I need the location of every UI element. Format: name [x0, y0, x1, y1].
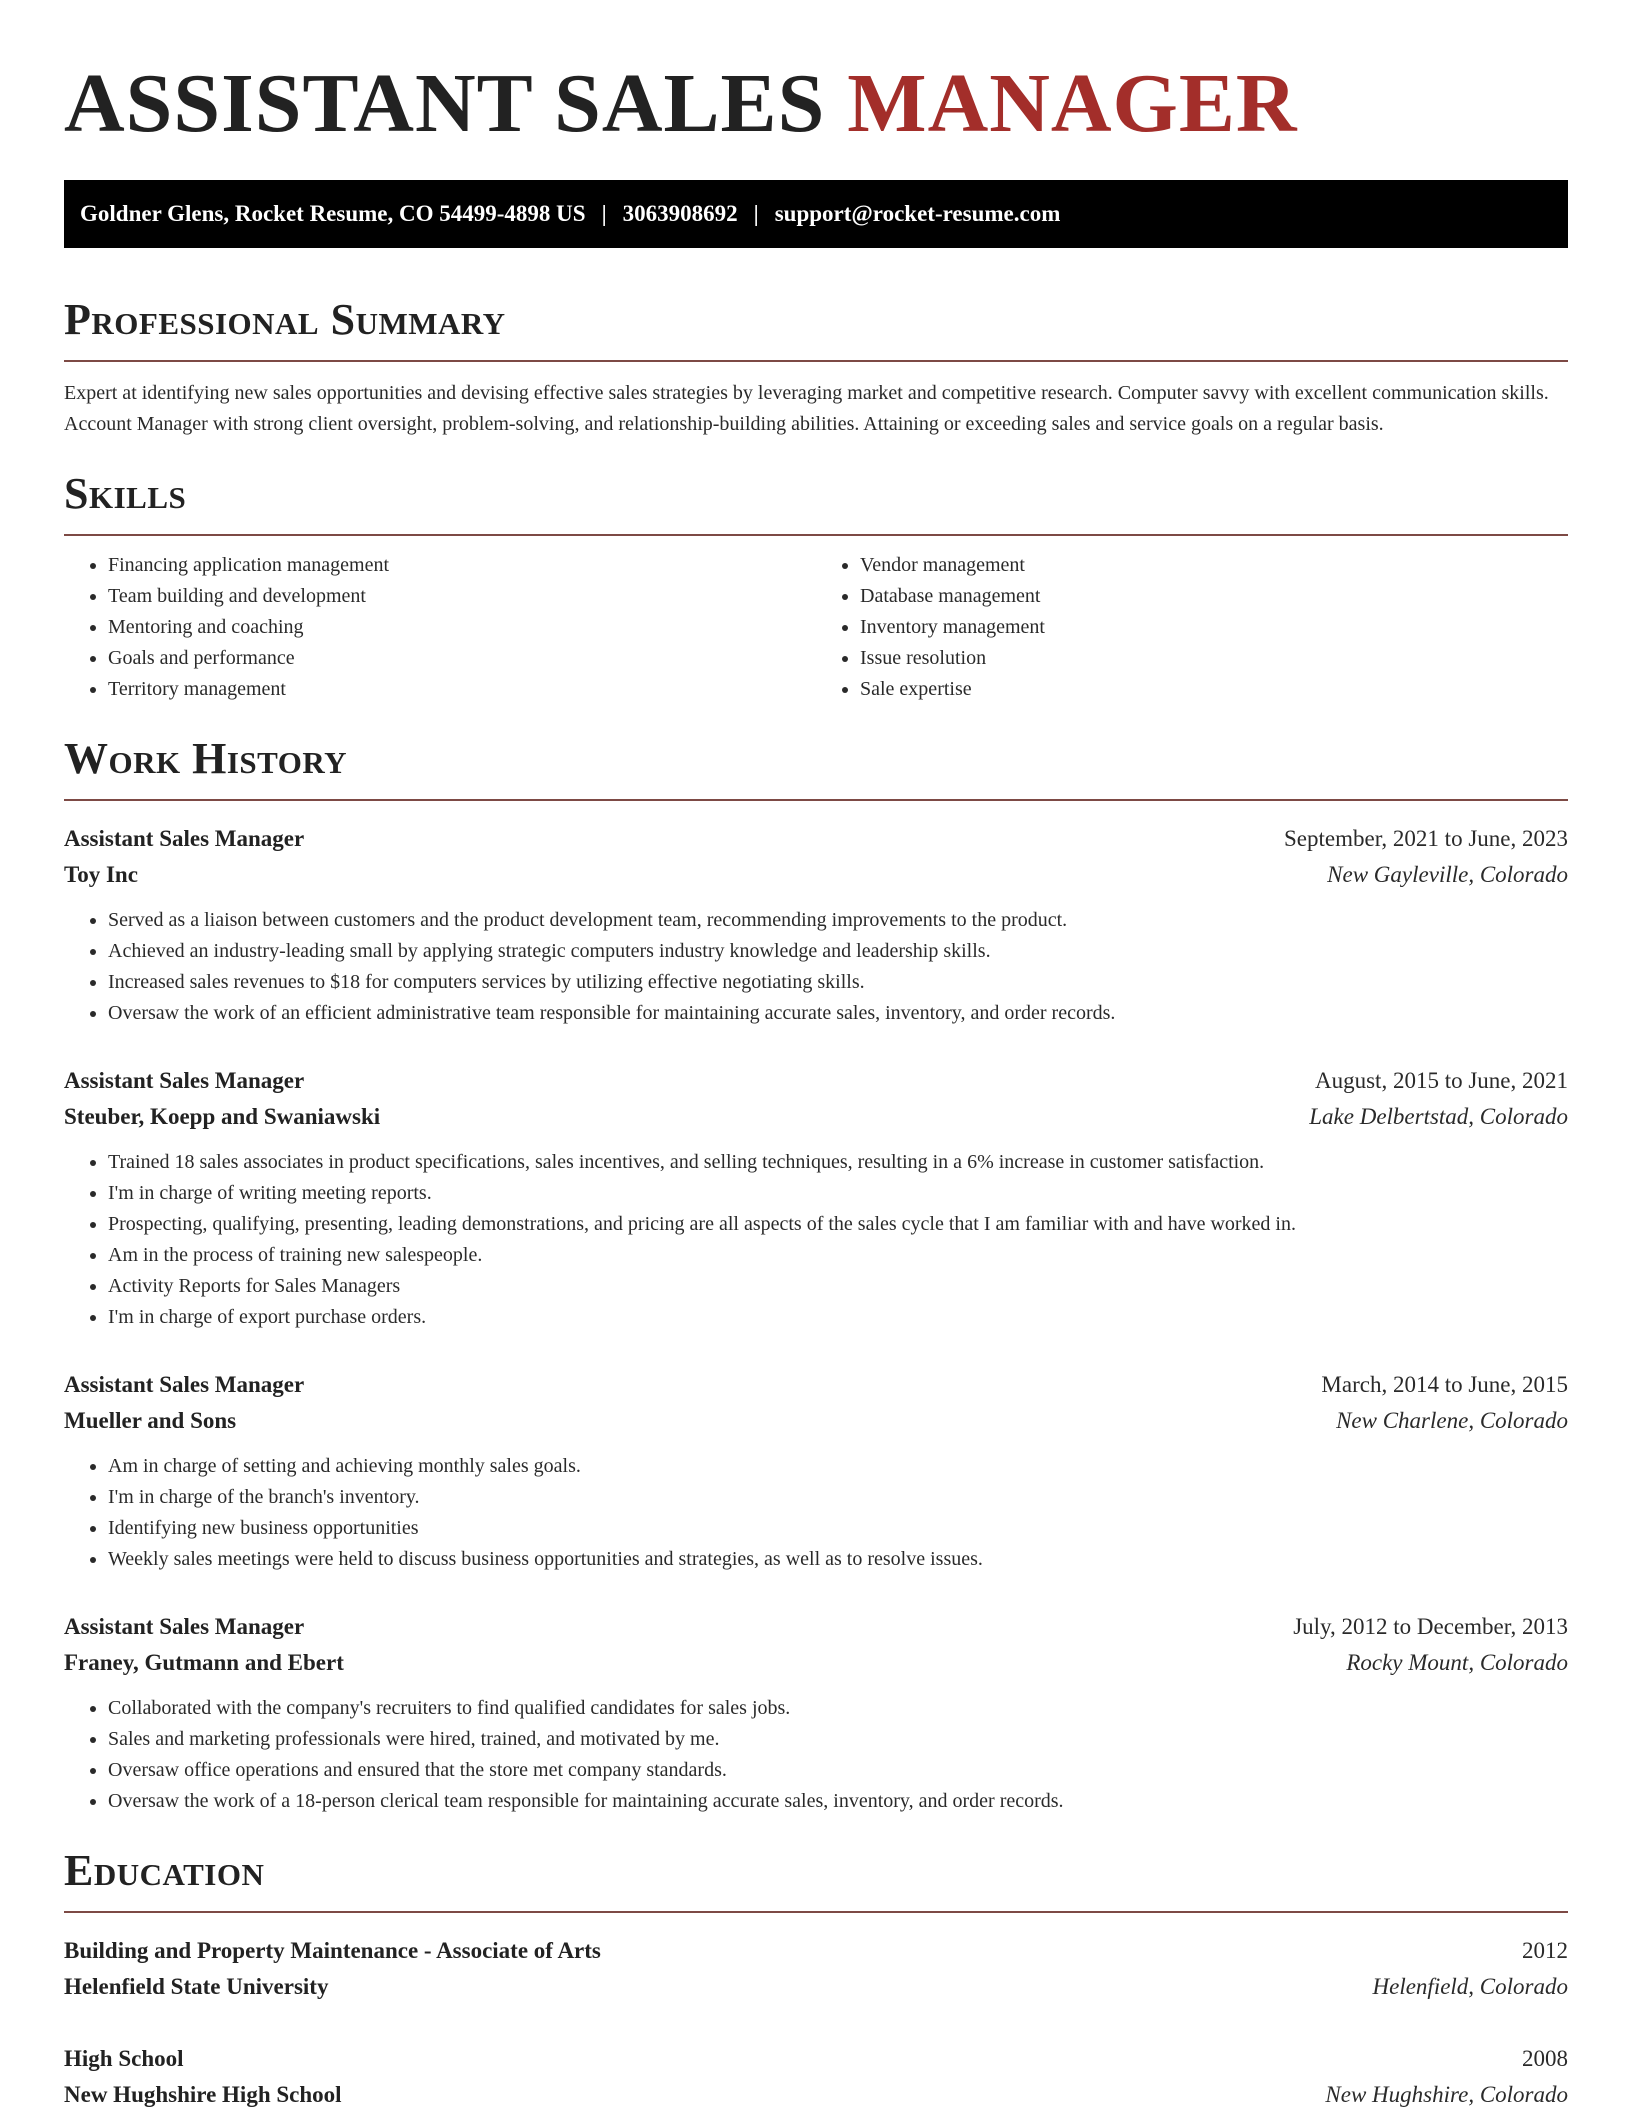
contact-separator: | — [753, 201, 759, 226]
job-entry — [64, 1367, 1568, 1575]
job-location: New Charlene, Colorado — [1336, 1408, 1568, 1433]
skills-list-left — [64, 550, 816, 705]
job-company: Mueller and Sons — [64, 1408, 237, 1433]
job-bullets — [64, 1147, 1568, 1333]
section-divider — [64, 799, 1568, 801]
skill-item: • Sale expertise — [860, 674, 1568, 705]
job-dates: September, 2021 to June, 2023 — [1284, 826, 1568, 851]
job-bullet: • Sales and marketing professionals were hired, trained, and motivated by me. — [108, 1724, 1568, 1755]
skill-item: • Territory management — [108, 674, 816, 705]
education-header-row — [64, 1933, 1568, 1969]
job-bullet: • I'm in charge of export purchase orders. — [108, 1302, 1568, 1333]
job-bullet: • I'm in charge of the branch's inventory. — [108, 1482, 1568, 1513]
education-school-row — [64, 1969, 1568, 2005]
education-year: 2012 — [1522, 1938, 1568, 1963]
job-entry — [64, 1609, 1568, 1817]
job-dates: March, 2014 to June, 2015 — [1321, 1372, 1568, 1397]
job-header-row — [64, 1367, 1568, 1403]
education-location: New Hughshire, Colorado — [1325, 2082, 1568, 2107]
job-header-row — [64, 1609, 1568, 1645]
job-bullet: • Trained 18 sales associates in product specifications, sales incentives, and selling techniques, resulting in a 6% increase in customer satisfaction. — [108, 1147, 1568, 1178]
job-company-row — [64, 1403, 1568, 1439]
job-company: Toy Inc — [64, 862, 138, 887]
resume-title — [64, 58, 1568, 150]
skill-item: • Inventory management — [860, 612, 1568, 643]
job-bullet: • Oversaw the work of a 18-person clerical team responsible for maintaining accurate sales, inventory, and order records. — [108, 1786, 1568, 1817]
job-bullet: • Activity Reports for Sales Managers — [108, 1271, 1568, 1302]
skill-item: • Database management — [860, 581, 1568, 612]
skills-heading: Skills — [64, 469, 187, 518]
skills-list-right — [816, 550, 1568, 705]
job-company-row — [64, 857, 1568, 893]
contact-separator: | — [601, 201, 607, 226]
job-entry — [64, 1063, 1568, 1333]
job-title: Assistant Sales Manager — [64, 826, 305, 851]
job-bullet: • I'm in charge of writing meeting reports. — [108, 1178, 1568, 1209]
skills-columns — [64, 550, 1568, 705]
education-section — [64, 1845, 1568, 2113]
job-title: Assistant Sales Manager — [64, 1372, 305, 1397]
summary-section — [64, 294, 1568, 440]
contact-address: Goldner Glens, Rocket Resume, CO 54499-4898 US — [80, 201, 586, 226]
summary-heading: Professional Summary — [64, 295, 506, 344]
section-divider — [64, 534, 1568, 536]
education-school: Helenfield State University — [64, 1974, 329, 1999]
job-bullet: • Am in the process of training new salespeople. — [108, 1240, 1568, 1271]
job-bullet: • Weekly sales meetings were held to discuss business opportunities and strategies, as well as to resolve issues. — [108, 1544, 1568, 1575]
job-company: Steuber, Koepp and Swaniawski — [64, 1104, 381, 1129]
job-entry — [64, 821, 1568, 1029]
job-bullets — [64, 1451, 1568, 1575]
skill-item: • Goals and performance — [108, 643, 816, 674]
job-dates: July, 2012 to December, 2013 — [1293, 1614, 1568, 1639]
job-header-row — [64, 1063, 1568, 1099]
job-bullet: • Am in charge of setting and achieving monthly sales goals. — [108, 1451, 1568, 1482]
job-location: New Gayleville, Colorado — [1327, 862, 1568, 887]
job-company: Franey, Gutmann and Ebert — [64, 1650, 344, 1675]
skill-item: • Team building and development — [108, 581, 816, 612]
skills-section — [64, 468, 1568, 705]
job-title: Assistant Sales Manager — [64, 1068, 305, 1093]
job-bullet: • Oversaw office operations and ensured that the store met company standards. — [108, 1755, 1568, 1786]
job-bullet: • Increased sales revenues to $18 for computers services by utilizing effective negotiating skills. — [108, 967, 1568, 998]
summary-text: Expert at identifying new sales opportunities and devising effective sales strategies by leveraging market and competitive research. Computer savvy with excellent communication skills. Account Manager with strong client oversight, problem-solving, and relationship-building abilities. Attaining or exceeding sales and service goals on a regular basis. — [64, 382, 1549, 435]
section-divider — [64, 360, 1568, 362]
skill-item: • Mentoring and coaching — [108, 612, 816, 643]
job-bullet: • Identifying new business opportunities — [108, 1513, 1568, 1544]
job-dates: August, 2015 to June, 2021 — [1315, 1068, 1568, 1093]
job-list — [64, 821, 1568, 1817]
skill-item: • Issue resolution — [860, 643, 1568, 674]
education-entry — [64, 2041, 1568, 2113]
work-heading: Work History — [64, 734, 348, 783]
job-location: Lake Delbertstad, Colorado — [1309, 1104, 1568, 1129]
title-main: ASSISTANT SALES — [64, 57, 826, 150]
education-location: Helenfield, Colorado — [1372, 1974, 1568, 1999]
job-bullet: • Served as a liaison between customers and the product development team, recommending improvements to the product. — [108, 905, 1568, 936]
skill-item: • Financing application management — [108, 550, 816, 581]
job-bullet: • Collaborated with the company's recruiters to find qualified candidates for sales jobs. — [108, 1693, 1568, 1724]
title-accent: MANAGER — [847, 57, 1298, 150]
job-bullet: • Prospecting, qualifying, presenting, leading demonstrations, and pricing are all aspects of the sales cycle that I am familiar with and have worked in. — [108, 1209, 1568, 1240]
education-heading: Education — [64, 1846, 265, 1895]
job-bullet: • Achieved an industry-leading small by applying strategic computers industry knowledge and leadership skills. — [108, 936, 1568, 967]
education-header-row — [64, 2041, 1568, 2077]
education-school-row — [64, 2077, 1568, 2113]
job-bullets — [64, 1693, 1568, 1817]
job-company-row — [64, 1645, 1568, 1681]
job-company-row — [64, 1099, 1568, 1135]
education-degree: High School — [64, 2046, 184, 2071]
job-bullet: • Oversaw the work of an efficient administrative team responsible for maintaining accurate sales, inventory, and order records. — [108, 998, 1568, 1029]
job-location: Rocky Mount, Colorado — [1346, 1650, 1568, 1675]
education-degree: Building and Property Maintenance - Associate of Arts — [64, 1938, 601, 1963]
education-list — [64, 1933, 1568, 2113]
job-header-row — [64, 821, 1568, 857]
section-divider — [64, 1911, 1568, 1913]
work-section — [64, 733, 1568, 1817]
contact-phone[interactable]: 3063908692 — [622, 201, 738, 226]
job-title: Assistant Sales Manager — [64, 1614, 305, 1639]
education-entry — [64, 1933, 1568, 2005]
education-year: 2008 — [1522, 2046, 1568, 2071]
contact-bar — [64, 180, 1568, 248]
skill-item: • Vendor management — [860, 550, 1568, 581]
education-school: New Hughshire High School — [64, 2082, 342, 2107]
contact-email[interactable]: support@rocket-resume.com — [774, 201, 1061, 226]
job-bullets — [64, 905, 1568, 1029]
